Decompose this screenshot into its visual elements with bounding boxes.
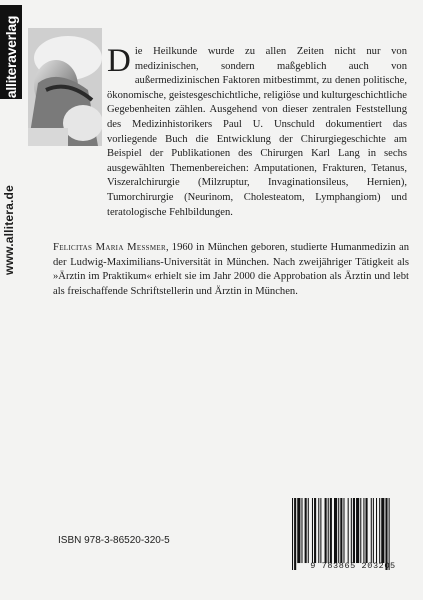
barcode-bar [348, 498, 349, 563]
barcode-bar [385, 498, 387, 570]
barcode-bar [318, 498, 319, 563]
barcode-bar [389, 498, 390, 570]
description-text: ie Heilkunde wurde zu allen Zeiten nicht nur von medizinischen, sondern maßgeblich auch von außermedizinischen Faktoren mitbestimmt, zu denen politische, ökonomische, geistesgeschichtliche, religiöse und kulturgeschichtliche Gegebenheiten zählen. Ausgehend von dieser zentralen Feststellung des Medizinhistorikers Paul U. Unschuld dokumentiert das vorliegende Buch die Entwicklung der Chirurgiegeschichte am Beispiel der Publikationen des Chirurgen Karl Lang in sechs ausgewählten Themenbereichen: Amputationen, Frakturen, Tetanus, Viszeralchirurgie (Milzruptur, Invaginationsileus, Hernien), Tumorchirurgie (Neurinom, Cholesteatom, Lymphangiom) und teratologische Fehlbildungen. [107, 46, 407, 218]
author-bio-text: , 1960 in München geboren, studierte Humanmedizin an der Ludwig-Maximilians-Universität in München. Nach zweijähriger Tätigkeit als »Ärztin im Praktikum« erhielt sie im Jahr 2000 die Approbation als Ärztin und lebt als freischaffende Schriftstellerin und Ärztin in München. [53, 242, 409, 297]
publisher-logo [0, 5, 22, 99]
barcode [290, 498, 416, 570]
barcode-bar [360, 498, 361, 563]
barcode-digits: 9 783865 203205 [310, 561, 396, 571]
logo-word-allitera: allitera [3, 55, 19, 99]
barcode-bar [301, 498, 302, 563]
publisher-logo-text [3, 16, 19, 98]
barcode-bar [330, 498, 332, 563]
spine-strip [0, 0, 28, 600]
barcode-bar [297, 498, 300, 563]
barcode-bar [343, 498, 344, 563]
barcode-bar [338, 498, 339, 563]
drop-cap: D [107, 43, 131, 79]
barcode-bar [292, 498, 293, 570]
barcode-bar [353, 498, 355, 563]
barcode-bar [314, 498, 316, 563]
barcode-bar [379, 498, 380, 563]
barcode-bar [363, 498, 364, 563]
barcode-bar [325, 498, 327, 563]
barcode-bar [334, 498, 337, 563]
barcode-bar [308, 498, 309, 563]
cover-photo [28, 28, 102, 146]
barcode-bar [312, 498, 313, 563]
barcode-bar [373, 498, 374, 563]
barcode-bar [381, 498, 384, 563]
barcode-bar [340, 498, 342, 563]
barcode-bar [305, 498, 307, 563]
book-description [107, 45, 407, 220]
author-name: Felicitas Maria Messmer [53, 242, 166, 253]
barcode-bar [356, 498, 359, 563]
isbn-label: ISBN 978-3-86520-320-5 [58, 535, 170, 546]
barcode-bar [376, 498, 377, 563]
barcode-bar [371, 498, 372, 563]
logo-word-verlag: verlag [3, 15, 19, 56]
surgeon-photo-illustration [28, 28, 102, 146]
author-bio [53, 241, 409, 299]
barcode-bar [294, 498, 296, 570]
publisher-url: www.allitera.de [2, 185, 16, 275]
barcode-bar [320, 498, 321, 563]
barcode-bar [351, 498, 352, 563]
barcode-bar [366, 498, 368, 563]
barcode-bar [328, 498, 329, 563]
